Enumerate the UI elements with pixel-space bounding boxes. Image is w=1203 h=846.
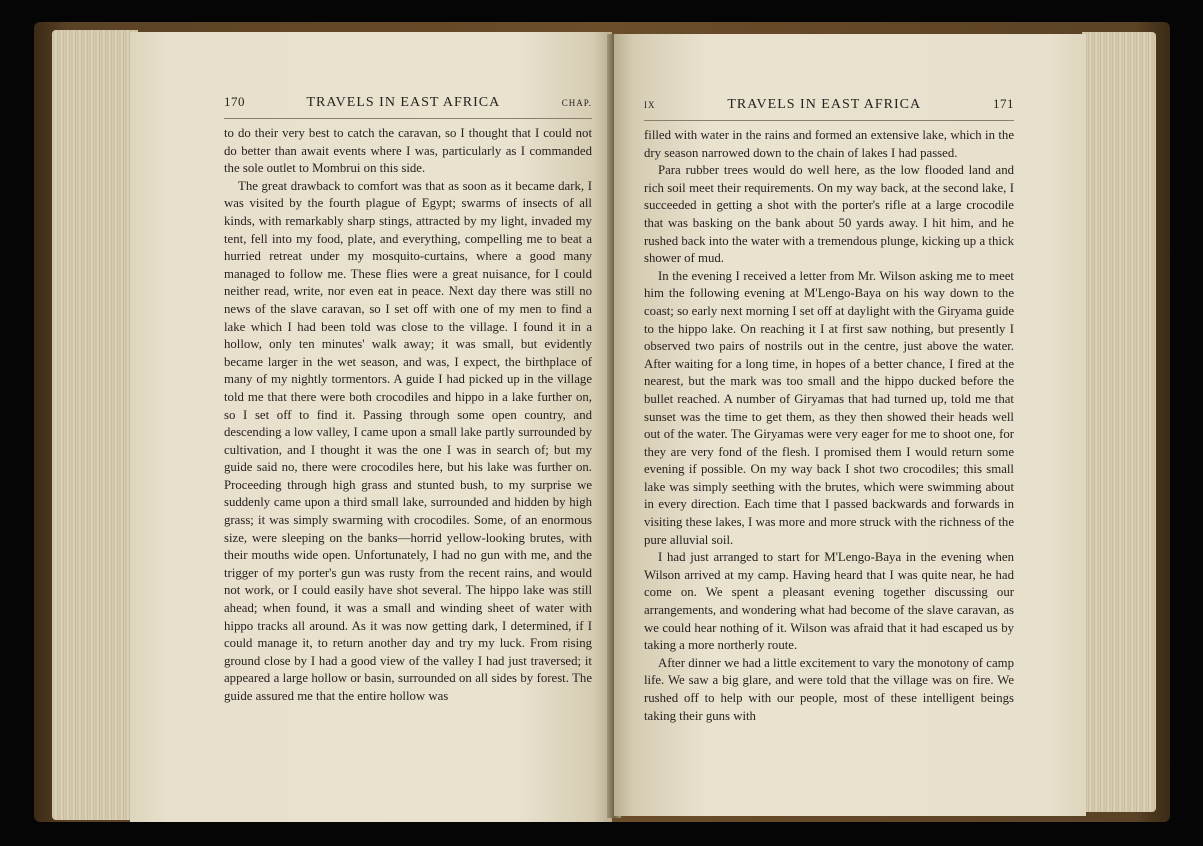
section-label: CHAP. — [561, 98, 592, 108]
right-page — [614, 34, 1086, 816]
left-page — [130, 32, 612, 822]
running-title: TRAVELS IN EAST AFRICA — [306, 95, 501, 110]
left-page-header — [224, 94, 592, 114]
running-title: TRAVELS IN EAST AFRICA — [727, 97, 922, 112]
paragraph: In the evening I received a letter from Mr. Wilson asking me to meet him the following evening at M'Lengo-Baya on his way down to the coast; so early next morning I set off at daylight with the Giryama guide to the hippo lake. On reaching it I at first saw nothing, but presently I observed two pairs of nostrils out in the centre, just above the water. After waiting for a long time, in hopes of a better chance, I fired at the nearest, but the mark was too small and the hippo ducked before the bullet reached. A number of Giryamas that had turned up, told me that sunset was the time to get them, as they then showed their heads well out of the water. The Giryamas were very eager for me to shoot one, for they are very fond of the flesh. I promised them I would return some evening if possible. On my way back I shot two crocodiles; this small lake was simply seething with the brutes, which were swimming about in every direction. Each time that I passed backwards and forwards in visiting these lakes, I was more and more struck with the richness of the pure alluvial soil. — [644, 268, 1014, 547]
paragraph: filled with water in the rains and formed an extensive lake, which in the dry season narrowed down to the chain of lakes I had passed. — [644, 128, 1014, 160]
paragraph: After dinner we had a little excitement to vary the monotony of camp life. We saw a big glare, and were told that the village was on fire. We rushed off to help with our people, most of these intelligent beings taking their guns with — [644, 655, 1014, 723]
header-rule — [224, 118, 592, 119]
right-page-body — [644, 127, 1014, 725]
paragraph: to do their very best to catch the caravan, so I thought that I could not do better than await events where I was, particularly as I commanded the sole outlet to Mombrui on this side. — [224, 126, 592, 176]
paragraph: I had just arranged to start for M'Lengo-Baya in the evening when Wilson arrived at my camp. Having heard that I was quite near, he had come on. We spent a pleasant evening together discussing our arrangements, and wondering what had become of the slave caravan, as we could hear nothing of it. Wilson was afraid that it had escaped us by taking a more northerly route. — [644, 550, 1014, 653]
paragraph: Para rubber trees would do well here, as the low flooded land and rich soil meet their requirements. On my way back, at the second lake, I succeeded in getting a shot with the porter's rifle at a large crocodile that was basking on the bank about 50 yards away. I hit him, and he rushed back into the water with a tremendous plunge, kicking up a thick shower of mud. — [644, 163, 1014, 266]
page-number: 171 — [992, 96, 1014, 111]
page-edges-left — [52, 30, 138, 820]
section-label: IX — [644, 100, 656, 110]
page-edges-right — [1082, 32, 1156, 812]
header-rule — [644, 120, 1014, 121]
page-number: 170 — [224, 94, 245, 109]
right-page-header — [644, 96, 1014, 116]
left-page-body — [224, 125, 592, 706]
paragraph: The great drawback to comfort was that as soon as it became dark, I was visited by the fourth plague of Egypt; swarms of insects of all kinds, with remarkably sharp stings, attracted by my light, invaded my tent, fell into my food, plate, and everything, compelling me to beat a hurried retreat under my mosquito-curtains, where a good many managed to follow me. These flies were a great nuisance, for I could neither read, write, nor even eat in peace. Next day there was still no news of the slave caravan, so I set off with one of my men to find a lake which I had been told was close to the village. I found it in a hollow, only ten minutes' walk away; it was small, but evidently became larger in the wet season, and was, I expect, the birthplace of many of my nightly tormentors. A guide I had picked up in the village told me that there were both crocodiles and hippo in a lake further on, so I set off to find it. Passing through some open country, and descending a low valley, I came upon a small lake partly surrounded by cultivation, and I thought it was the one I was in search of; but my guide said no, there were crocodiles here, but his lake was further on. Proceeding through high grass and stunted bush, to my surprise we suddenly came upon a third small lake, surrounded and hidden by high grass; it was simply swarming with crocodiles. Some, of an enormous size, were sleeping on the banks—horrid yellow-looking brutes, with their mouths wide open. Unfortunately, I had no gun with me, and the trigger of my porter's gun was rusty from the recent rains, and would not work, or I could easily have shot several. The hippo lake was still ahead; when found, it was a small and winding sheet of water with hippo tracks all around. As it was now getting dark, I determined, if I could manage it, to return another day and try my luck. From rising ground close by I had a good view of the valley I had just traversed; it appeared a large hollow or basin, surrounded on all sides by forest. The guide assured me that the entire hollow was — [224, 178, 592, 703]
